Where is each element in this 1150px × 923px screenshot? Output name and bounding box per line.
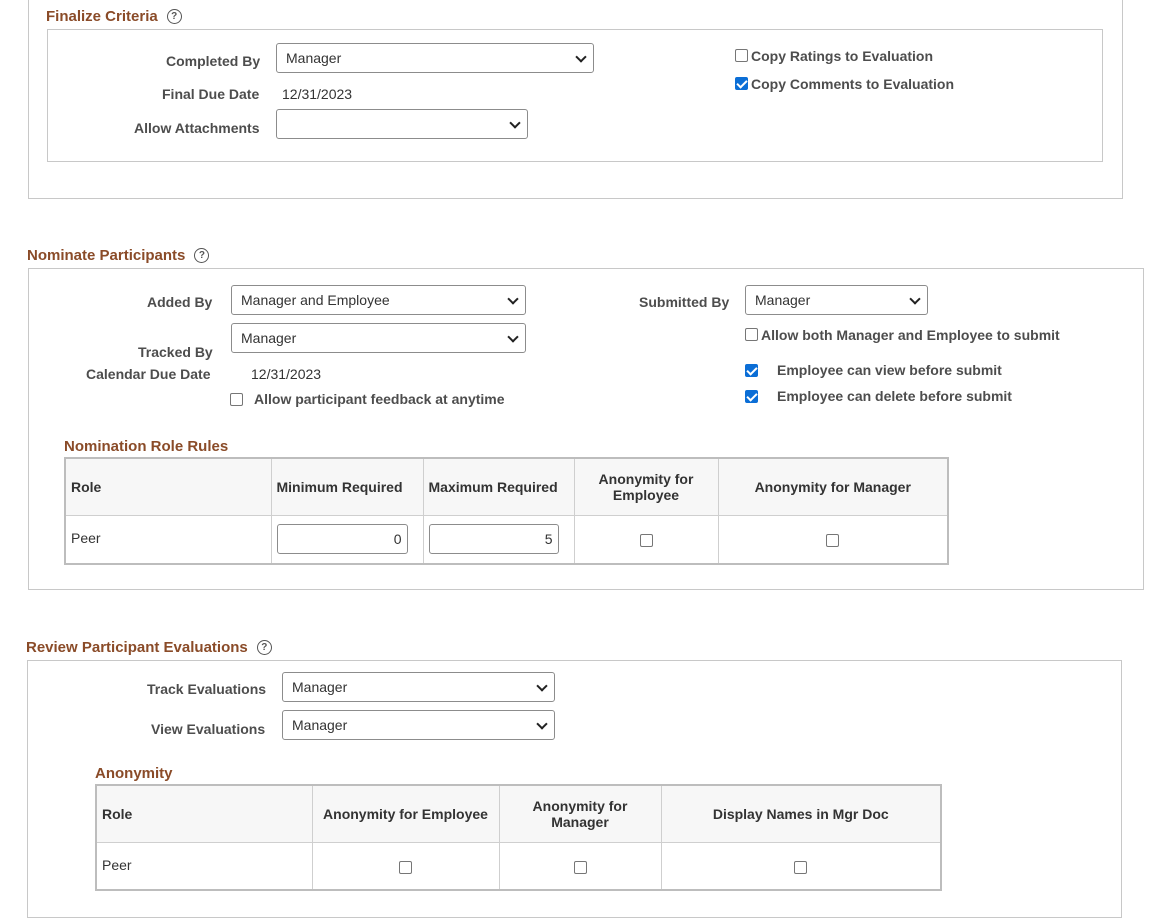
col-minimum-header: Minimum Required xyxy=(271,458,423,515)
table-row xyxy=(96,842,941,890)
tracked-by-value: Manager xyxy=(241,330,297,346)
added-by-value: Manager and Employee xyxy=(241,292,390,308)
nominate-title-text: Nominate Participants xyxy=(27,247,186,264)
track-evaluations-label: Track Evaluations xyxy=(147,681,267,697)
employee-view-label: Employee can view before submit xyxy=(777,362,1002,378)
view-evaluations-label: View Evaluations xyxy=(151,721,266,737)
max-required-cell xyxy=(423,515,574,564)
anon-employee-cell xyxy=(574,515,718,564)
final-due-date-value: 12/31/2023 xyxy=(282,86,353,102)
anon-manager-checkbox[interactable] xyxy=(826,534,839,547)
col-anon-employee-header: Anonymity for Employee xyxy=(574,458,718,515)
nominate-section-title xyxy=(27,247,209,264)
completed-by-value: Manager xyxy=(286,50,342,66)
completed-by-label: Completed By xyxy=(166,53,261,69)
view-evaluations-select[interactable] xyxy=(282,710,555,740)
completed-by-select[interactable] xyxy=(276,43,594,73)
track-evaluations-select[interactable] xyxy=(282,672,555,702)
copy-ratings-checkbox[interactable] xyxy=(735,49,748,62)
anonymity-title: Anonymity xyxy=(95,765,173,782)
chevron-down-icon xyxy=(507,293,518,304)
col-display-names-header: Display Names in Mgr Doc xyxy=(661,785,941,842)
submitted-by-select[interactable] xyxy=(745,285,928,315)
review-section-title xyxy=(26,639,272,656)
table-header-row xyxy=(65,458,948,515)
copy-comments-label: Copy Comments to Evaluation xyxy=(751,76,955,92)
col-anon-manager-header: Anonymity for Manager xyxy=(499,785,661,842)
chevron-down-icon xyxy=(909,293,920,304)
min-required-input[interactable]: 0 xyxy=(277,524,408,554)
review-title-text: Review Participant Evaluations xyxy=(26,639,248,656)
anon-manager-cell xyxy=(718,515,948,564)
anonymity-table xyxy=(95,784,942,891)
allow-feedback-label: Allow participant feedback at anytime xyxy=(254,391,505,407)
col-role-header: Role xyxy=(65,458,271,515)
table-row xyxy=(65,515,948,564)
help-icon[interactable]: ? xyxy=(257,640,272,655)
chevron-down-icon xyxy=(536,680,547,691)
chevron-down-icon xyxy=(507,331,518,342)
submitted-by-label: Submitted By xyxy=(639,294,730,310)
nomination-role-rules-title: Nomination Role Rules xyxy=(64,438,229,455)
col-role-header: Role xyxy=(96,785,312,842)
allow-both-label: Allow both Manager and Employee to submit xyxy=(761,327,1060,343)
employee-delete-checkbox[interactable] xyxy=(745,390,758,403)
anon-manager-cell xyxy=(499,842,661,890)
allow-attachments-select[interactable] xyxy=(276,109,528,139)
chevron-down-icon xyxy=(575,51,586,62)
help-icon[interactable]: ? xyxy=(167,9,182,24)
row-role-cell: Peer xyxy=(96,842,312,890)
view-evaluations-value: Manager xyxy=(292,717,348,733)
calendar-due-date-value: 12/31/2023 xyxy=(251,366,322,382)
nomination-role-rules-table xyxy=(64,457,949,565)
help-icon[interactable]: ? xyxy=(194,248,209,263)
finalize-title-text: Finalize Criteria xyxy=(46,8,158,25)
added-by-select[interactable] xyxy=(231,285,526,315)
allow-attachments-label: Allow Attachments xyxy=(134,120,260,136)
display-names-checkbox[interactable] xyxy=(794,861,807,874)
track-evaluations-value: Manager xyxy=(292,679,348,695)
col-maximum-header: Maximum Required xyxy=(423,458,574,515)
copy-ratings-label: Copy Ratings to Evaluation xyxy=(751,48,934,64)
row-role-cell: Peer xyxy=(65,515,271,564)
allow-both-checkbox[interactable] xyxy=(745,328,758,341)
max-required-input[interactable]: 5 xyxy=(429,524,559,554)
employee-delete-label: Employee can delete before submit xyxy=(777,388,1012,404)
chevron-down-icon xyxy=(536,718,547,729)
final-due-date-label: Final Due Date xyxy=(162,86,260,102)
anon-employee-cell xyxy=(312,842,499,890)
table-header-row xyxy=(96,785,941,842)
display-names-cell xyxy=(661,842,941,890)
col-anon-manager-header: Anonymity for Manager xyxy=(718,458,948,515)
anon-employee-checkbox[interactable] xyxy=(399,861,412,874)
min-required-cell xyxy=(271,515,423,564)
finalize-section-title xyxy=(46,8,182,25)
chevron-down-icon xyxy=(509,117,520,128)
anon-manager-checkbox[interactable] xyxy=(574,861,587,874)
calendar-due-date-label: Calendar Due Date xyxy=(86,366,211,382)
employee-view-checkbox[interactable] xyxy=(745,364,758,377)
col-anon-employee-header: Anonymity for Employee xyxy=(312,785,499,842)
allow-feedback-checkbox[interactable] xyxy=(230,393,243,406)
tracked-by-label: Tracked By xyxy=(138,344,213,360)
tracked-by-select[interactable] xyxy=(231,323,526,353)
anon-employee-checkbox[interactable] xyxy=(640,534,653,547)
added-by-label: Added By xyxy=(147,294,213,310)
copy-comments-checkbox[interactable] xyxy=(735,77,748,90)
submitted-by-value: Manager xyxy=(755,292,811,308)
